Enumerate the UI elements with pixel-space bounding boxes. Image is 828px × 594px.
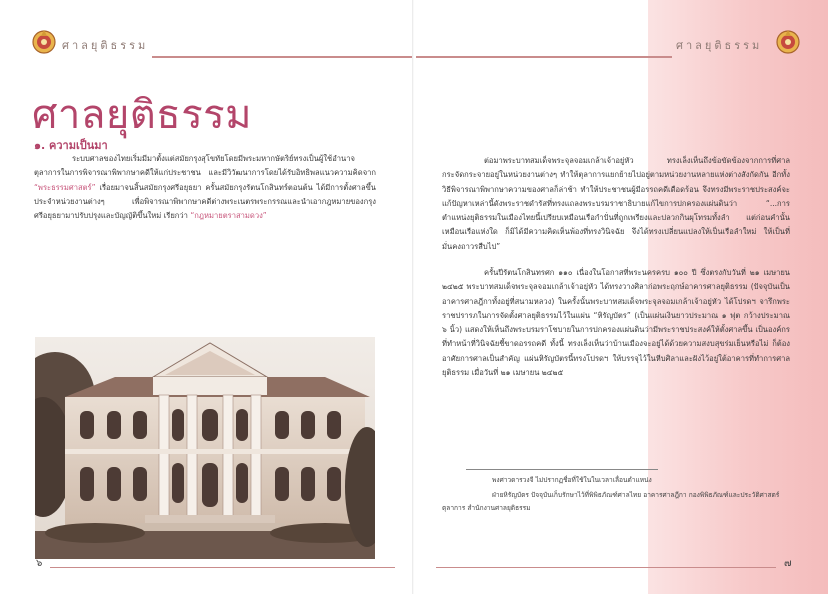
page-number-left: ๖ (36, 558, 43, 569)
footnote-1: พงศาวดารวงจี ไม่ปรากฏชื่อที่ใช้ในในเวลาเลื่อนตำแหน่ง (492, 476, 652, 484)
paragraph-1: ต่อมาพระบาทสมเด็จพระจุลจอมเกล้าเจ้าอยู่หัว ทรงเล็งเห็นถึงข้อขัดข้องจากการที่ศาลกระจัดกระจายอยู่ในหน่วยงานต่างๆ ทำให้ตุลาการแยกย้ายไปอยู่ตามหน่วยงานหลายแห่งต่างสังกัดกัน อีกทั้งวิธีพิจารณาพิพากษาความของศาลก็ล่าช้า ทำให้ประชาชนผู้มีอรรถคดีเดือดร้อน จึงทรงมีพระราชประสงค์จะแก้ปัญหาเหล่านี้ดังพระราชดำรัสที่ทรงแถลงพระบรมราชาธิบายแก้ไขการปกครองแผ่นดินว่า “...การตำแหน่งยุติธรรมในเมืองไทยนี้เปรียบเหมือนเรือกำปั่นที่ถูกเพรียงและปลวกกินผุโทรมทั้งลำ แต่ก่อนคำนั้นเหมือนเรือแห่งใด ก็มิได้มีความคิดเห็นพ้องที่ทรงวินิจฉัย จึงได้ทรงเปลี่ยนแปลงให้เป็นเรือลำใหม่ ให้เป็นที่มั่นคงถาวรสืบไป” (442, 156, 790, 251)
section-heading: ๑. ความเป็นมา (34, 139, 108, 152)
header-rule-left (152, 56, 414, 58)
running-head-right: ศาลยุติธรรม (676, 39, 763, 52)
page-number-right: ๗ (784, 558, 792, 569)
court-building-photo (35, 337, 375, 559)
intro-paragraph (34, 152, 376, 223)
paragraph-2: ครั้นปีรัตนโกสินทรศก ๑๑๐ เนื่องในโอกาสที่พระนครครบ ๑๐๐ ปี ซึ่งตรงกับวันที่ ๒๑ เมษายน ๒๔๒๕ พระบาทสมเด็จพระจุลจอมเกล้าเจ้าอยู่หัว ได้ทรงวางศิลาก่อพระฤกษ์อาคารศาลยุติธรรม (ปัจจุบันเป็นอาคารศาลฎีกาทั้งอยู่ที่สนามหลวง) ในครั้งนั้นพระบาทสมเด็จพระจุลจอมเกล้าเจ้าอยู่หัว ได้โปรดฯ จารึกพระราชปรารภในการจัดตั้งศาลยุติธรรมไว้ในแผ่น “หิรัญบัตร” (เป็นแผ่นเงินยาวประมาณ ๑ ฟุต กว้างประมาณ ๖ นิ้ว) แสดงให้เห็นถึงพระบรมราโชบายในการปกครองแผ่นดินว่ามีพระราชประสงค์ให้ตั้งศาลขึ้น เป็นองค์กรที่ทำหน้าที่วินิจฉัยชี้ขาดอรรถคดี ทั้งนี้ ทรงเล็งเห็นว่าบ้านเมืองจะอยู่ได้ด้วยความสงบสุขร่มเย็นหรือไม่ ก็ต้องอาศัยการศาลเป็นสำคัญ แผ่นหิรัญบัตรนี้ทรงโปรดฯ ให้บรรจุไว้ในหีบศิลาและฝังไว้อยู่ใต้อาคารที่ทำการศาลยุติธรรม เมื่อวันที่ ๒๑ เมษายน ๒๔๒๕ (442, 268, 790, 378)
three-seals-law-term: “กฎหมายตราสามดวง” (190, 211, 267, 221)
footnote-rule (466, 469, 658, 470)
phra-thammasat-term: “พระธรรมศาสตร์” (34, 182, 96, 192)
chapter-title-text: ศาลยุติธรรม (32, 92, 253, 138)
header-rule-right (416, 56, 672, 58)
running-head-left: ศาลยุติธรรม (62, 39, 149, 52)
footer-rule-right (436, 567, 776, 568)
footnote-2: ฝ่ายหิรัญบัตร ปัจจุบันเก็บรักษาไว้ที่พิพิธภัณฑ์ศาลไทย อาคารศาลฎีกา กองพิพิธภัณฑ์และประวัติศาสตร์ตุลาการ สำนักงานศาลยุติธรรม (442, 491, 780, 512)
court-seal-icon (30, 26, 58, 56)
court-seal-icon (774, 26, 802, 56)
footer-rule-left (50, 567, 395, 568)
intro-text-1: ระบบศาลของไทยเริ่มมีมาตั้งแต่สมัยกรุงสุโขทัยโดยมีพระมหากษัตริย์ทรงเป็นผู้ใช้อำนาจตุลาการในการพิจารณาพิพากษาคดีให้แก่ประชาชน และมีวิวัฒนาการโดยได้รับอิทธิพลแนวความคิดจาก (34, 154, 376, 178)
intro-text-2: เรื่อยมาจนสิ้นสมัยกรุงศรีอยุธยา ครั้นสมัยกรุงรัตนโกสินทร์ตอนต้น ได้มีการตั้งศาลขึ้นประจำหน่วยงานต่างๆ เพื่อพิจารณาพิพากษาคดีต่างพระเนตรพระกรรณและนำเอากฎหมายของกรุงศรีอยุธยามาปรับปรุงและบัญญัติขึ้นใหม่ เรียกว่า (34, 182, 376, 221)
